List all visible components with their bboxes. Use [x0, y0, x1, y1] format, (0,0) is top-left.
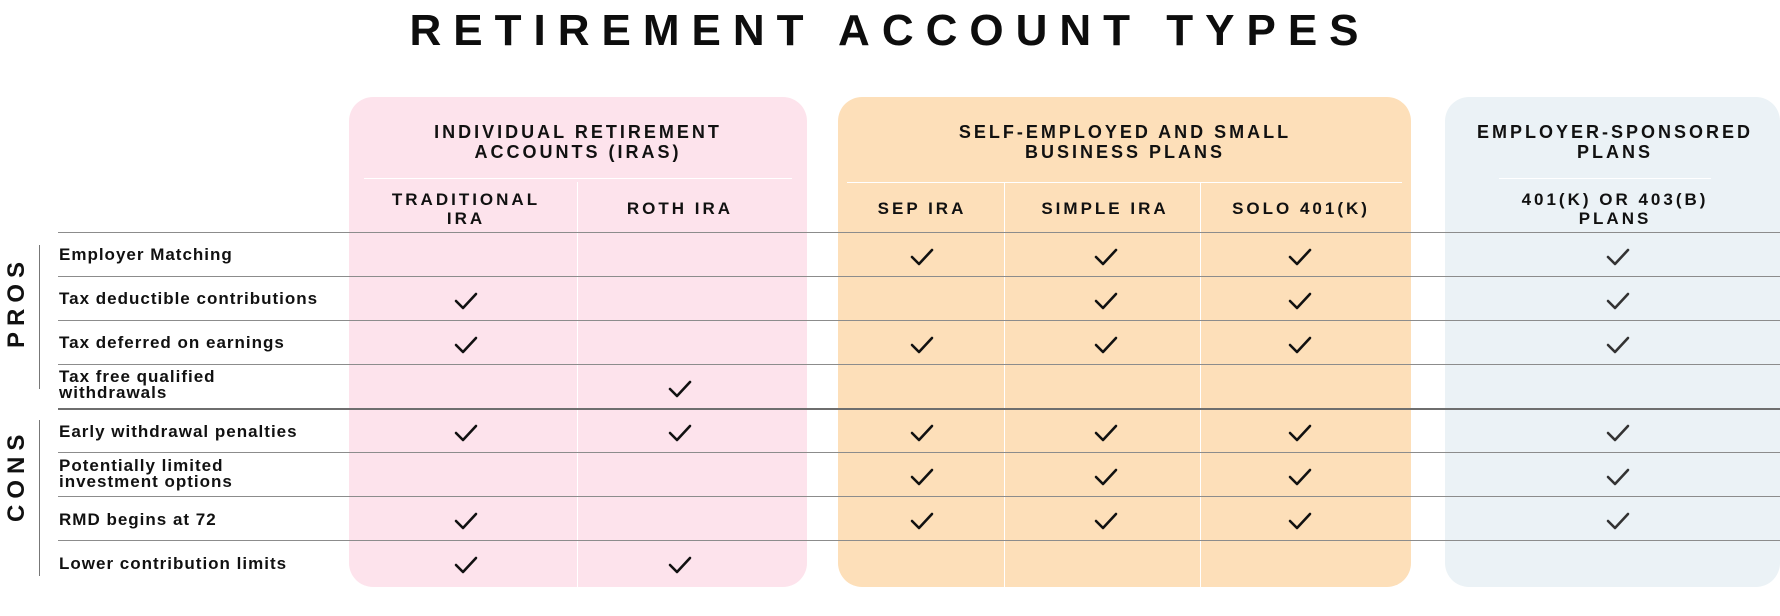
group-divider [364, 178, 792, 179]
cons-bracket [39, 420, 40, 576]
page-title: RETIREMENT ACCOUNT TYPES [409, 6, 1371, 55]
row-line [58, 364, 1780, 365]
check-icon [1287, 247, 1313, 267]
column-header-solo-401k: SOLO 401(K) [1232, 199, 1370, 218]
row-line [58, 540, 1780, 541]
check-icon [667, 555, 693, 575]
check-icon [667, 423, 693, 443]
check-icon [1093, 247, 1119, 267]
row-label: RMD begins at 72 [59, 510, 217, 529]
group-divider [847, 182, 1402, 183]
row-line [58, 452, 1780, 453]
row-label: Employer Matching [59, 245, 233, 264]
check-icon [1093, 291, 1119, 311]
check-icon [1287, 511, 1313, 531]
section-divider [58, 408, 1780, 410]
column-divider [1200, 182, 1201, 587]
row-line [58, 276, 1780, 277]
check-icon [1605, 467, 1631, 487]
check-icon [453, 423, 479, 443]
check-icon [909, 423, 935, 443]
column-header-simple-ira: SIMPLE IRA [1041, 199, 1169, 218]
check-icon [1605, 247, 1631, 267]
check-icon [1605, 291, 1631, 311]
group-header-employer: EMPLOYER-SPONSORED PLANS [1476, 122, 1754, 162]
row-line [58, 232, 1780, 233]
check-icon [1287, 423, 1313, 443]
ira-group-panel [349, 97, 807, 587]
check-icon [1093, 335, 1119, 355]
section-label-cons: CONS [3, 428, 30, 522]
row-label: Tax free qualified withdrawals [59, 367, 216, 402]
group-header-ira: INDIVIDUAL RETIREMENT ACCOUNTS (IRAS) [434, 122, 722, 162]
row-label: Potentially limited investment options [59, 456, 233, 491]
group-divider [1499, 178, 1711, 179]
check-icon [909, 247, 935, 267]
check-icon [667, 379, 693, 399]
column-divider [577, 182, 578, 587]
check-icon [1093, 467, 1119, 487]
column-divider [1004, 182, 1005, 587]
column-header-roth-ira: ROTH IRA [626, 199, 734, 218]
check-icon [909, 511, 935, 531]
row-label: Early withdrawal penalties [59, 422, 298, 441]
check-icon [1605, 335, 1631, 355]
row-line [58, 320, 1780, 321]
check-icon [1287, 291, 1313, 311]
section-label-pros: PROS [3, 255, 30, 348]
check-icon [1093, 423, 1119, 443]
row-label: Lower contribution limits [59, 554, 288, 573]
check-icon [1605, 511, 1631, 531]
check-icon [1287, 467, 1313, 487]
check-icon [909, 467, 935, 487]
check-icon [1287, 335, 1313, 355]
column-header-sep-ira: SEP IRA [877, 199, 967, 218]
check-icon [1605, 423, 1631, 443]
row-label: Tax deductible contributions [59, 289, 319, 308]
check-icon [453, 291, 479, 311]
check-icon [909, 335, 935, 355]
check-icon [453, 511, 479, 531]
pros-bracket [39, 245, 40, 389]
column-header-401k-403b: 401(K) OR 403(B) PLANS [1521, 190, 1709, 228]
row-line [58, 496, 1780, 497]
check-icon [1093, 511, 1119, 531]
check-icon [453, 335, 479, 355]
check-icon [453, 555, 479, 575]
group-header-self-employed: SELF-EMPLOYED AND SMALL BUSINESS PLANS [958, 122, 1292, 162]
row-label: Tax deferred on earnings [59, 333, 285, 352]
column-header-traditional-ira: TRADITIONAL IRA [391, 190, 541, 228]
